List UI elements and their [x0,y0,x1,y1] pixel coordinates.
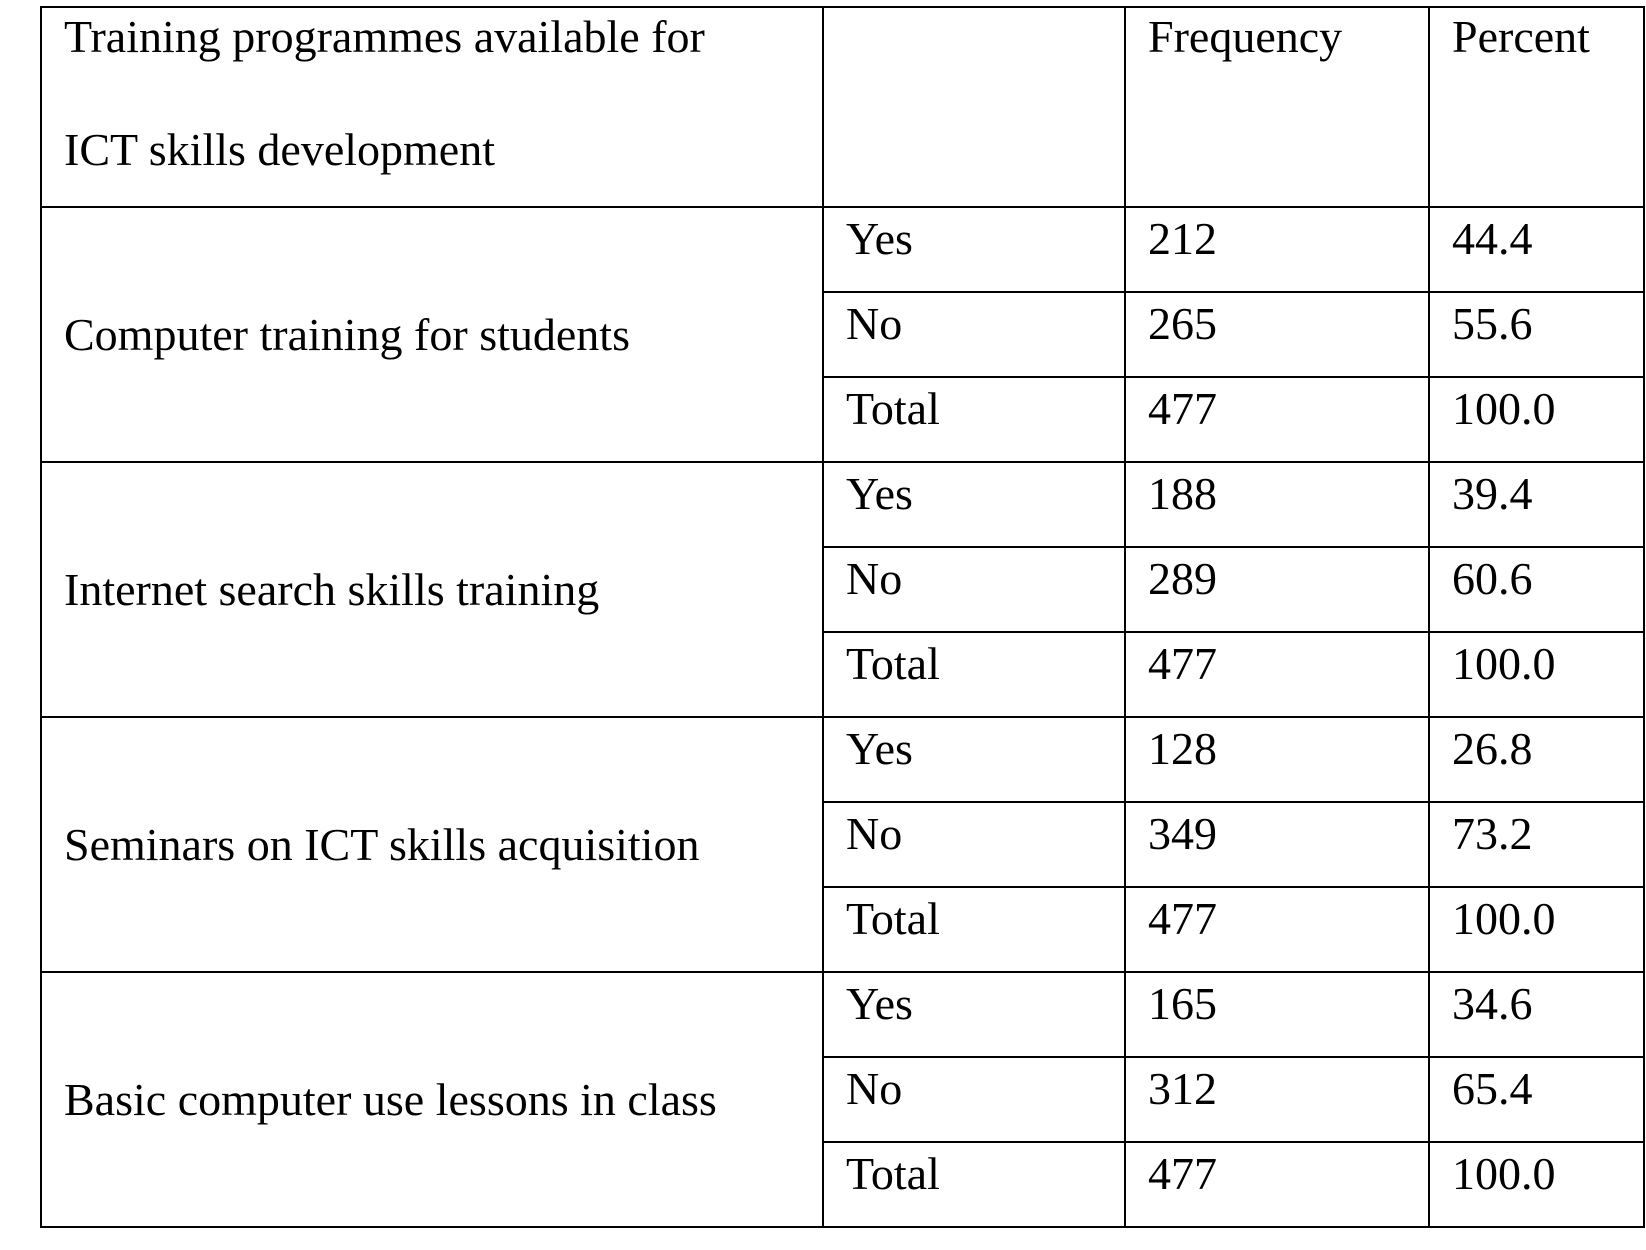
response-cell: Yes [823,717,1125,802]
percent-cell: 100.0 [1429,377,1644,462]
percent-cell: 100.0 [1429,887,1644,972]
frequency-cell: 165 [1125,972,1429,1057]
header-response [823,7,1125,207]
frequency-cell: 212 [1125,207,1429,292]
header-item-line2: ICT skills development [64,124,496,175]
frequency-cell: 349 [1125,802,1429,887]
response-cell: No [823,547,1125,632]
frequency-cell: 477 [1125,1142,1429,1227]
group-label: Basic computer use lessons in class [41,972,823,1227]
response-cell: Total [823,887,1125,972]
frequency-cell: 477 [1125,887,1429,972]
response-cell: No [823,1057,1125,1142]
frequency-cell: 312 [1125,1057,1429,1142]
table-row [41,972,1644,1057]
response-cell: No [823,802,1125,887]
frequency-cell: 477 [1125,632,1429,717]
percent-cell: 39.4 [1429,462,1644,547]
percent-cell: 55.6 [1429,292,1644,377]
group-label: Seminars on ICT skills acquisition [41,717,823,972]
table-row [41,207,1644,292]
response-cell: Yes [823,462,1125,547]
frequency-cell: 265 [1125,292,1429,377]
table-row [41,717,1644,802]
frequency-cell: 289 [1125,547,1429,632]
response-cell: Total [823,377,1125,462]
frequency-table [40,6,1645,1228]
header-training-programmes [41,7,823,207]
percent-cell: 34.6 [1429,972,1644,1057]
header-frequency: Frequency [1125,7,1429,207]
percent-cell: 26.8 [1429,717,1644,802]
frequency-cell: 477 [1125,377,1429,462]
header-item-line1: Training programmes available for [64,11,705,62]
table-header-row [41,7,1644,207]
frequency-cell: 188 [1125,462,1429,547]
percent-cell: 60.6 [1429,547,1644,632]
response-cell: Total [823,1142,1125,1227]
response-cell: Yes [823,972,1125,1057]
percent-cell: 100.0 [1429,1142,1644,1227]
group-label: Internet search skills training [41,462,823,717]
frequency-cell: 128 [1125,717,1429,802]
response-cell: Total [823,632,1125,717]
group-label: Computer training for students [41,207,823,462]
percent-cell: 44.4 [1429,207,1644,292]
percent-cell: 65.4 [1429,1057,1644,1142]
percent-cell: 100.0 [1429,632,1644,717]
response-cell: No [823,292,1125,377]
percent-cell: 73.2 [1429,802,1644,887]
response-cell: Yes [823,207,1125,292]
header-percent: Percent [1429,7,1644,207]
table-row [41,462,1644,547]
